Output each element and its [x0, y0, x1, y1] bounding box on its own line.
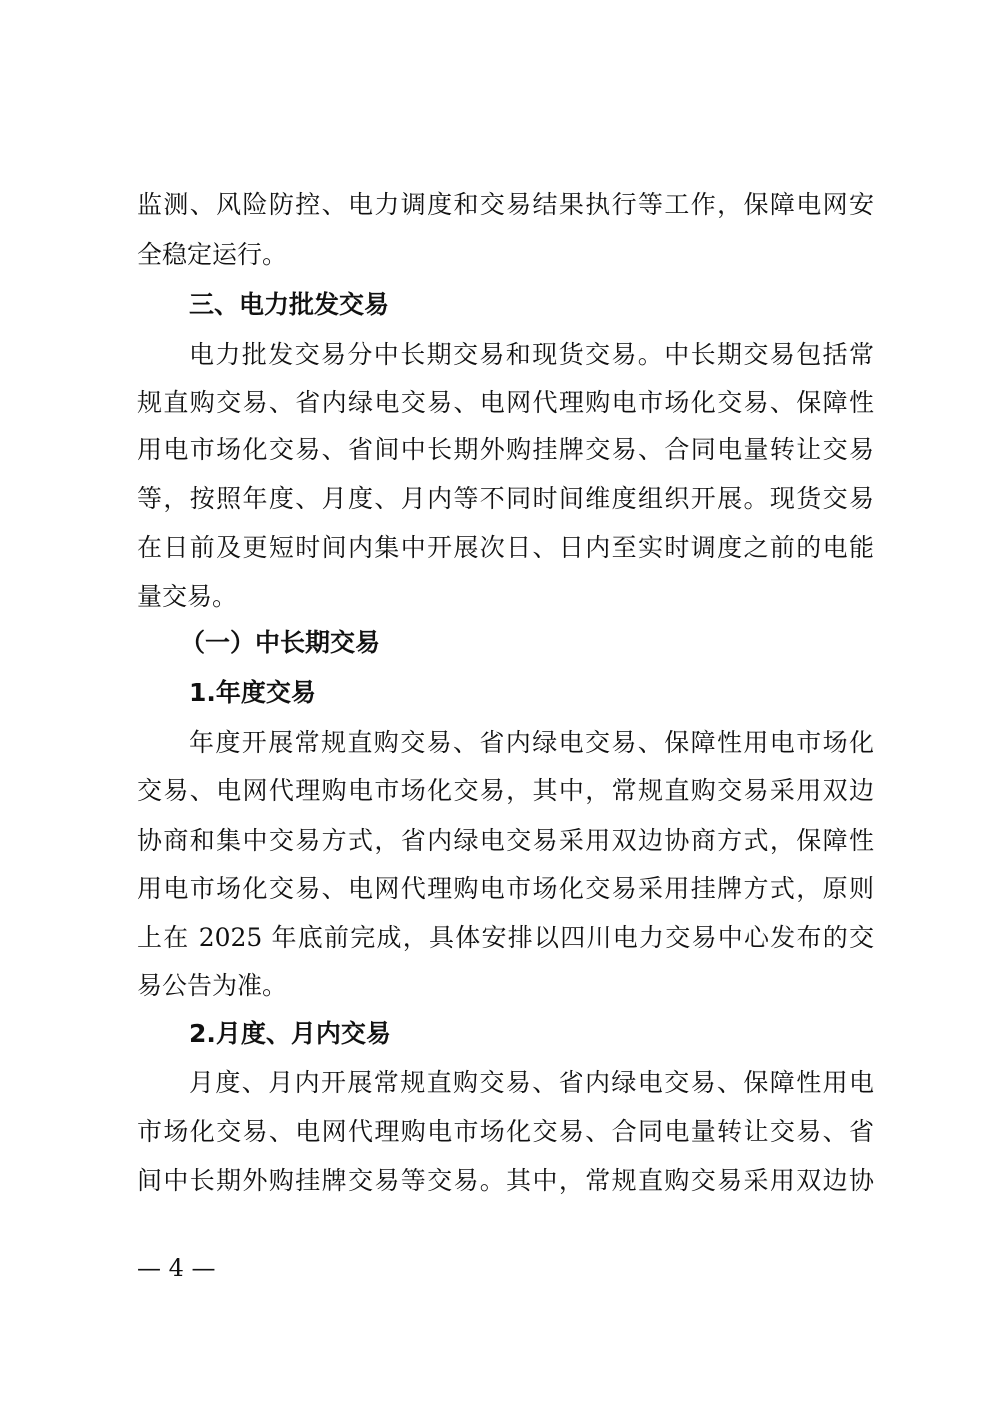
- body-text-line: 规直购交易、省内绿电交易、电网代理购电市场化交易、保障性: [137, 388, 874, 417]
- subsection-heading: 2.月度、月内交易: [189, 1019, 391, 1048]
- body-text-line: 量交易。: [137, 582, 238, 611]
- body-text-line: 在日前及更短时间内集中开展次日、日内至实时调度之前的电能: [137, 533, 874, 562]
- page-number: — 4 —: [137, 1254, 216, 1282]
- body-text-line: 年度开展常规直购交易、省内绿电交易、保障性用电市场化: [189, 728, 874, 757]
- body-text-line: 用电市场化交易、省间中长期外购挂牌交易、合同电量转让交易: [137, 435, 874, 464]
- body-text-line: 市场化交易、电网代理购电市场化交易、合同电量转让交易、省: [137, 1117, 874, 1146]
- body-text-line: 用电市场化交易、电网代理购电市场化交易采用挂牌方式，原则: [137, 874, 874, 903]
- body-text-line: 电力批发交易分中长期交易和现货交易。中长期交易包括常: [189, 340, 874, 369]
- body-text-line: 间中长期外购挂牌交易等交易。其中，常规直购交易采用双边协: [137, 1166, 874, 1195]
- body-text-line: 全稳定运行。: [137, 240, 288, 269]
- section-heading: 三、电力批发交易: [189, 290, 390, 319]
- body-text-line: 月度、月内开展常规直购交易、省内绿电交易、保障性用电: [189, 1068, 874, 1097]
- subsection-heading: （一）中长期交易: [180, 628, 381, 657]
- body-text-line: 等，按照年度、月度、月内等不同时间维度组织开展。现货交易: [137, 484, 874, 513]
- subsection-heading: 1.年度交易: [189, 678, 316, 707]
- body-text-line: 易公告为准。: [137, 971, 288, 1000]
- body-text-line: 协商和集中交易方式，省内绿电交易采用双边协商方式，保障性: [137, 826, 874, 855]
- body-text-line: 上在 2025 年底前完成，具体安排以四川电力交易中心发布的交: [137, 923, 874, 952]
- body-text-line: 监测、风险防控、电力调度和交易结果执行等工作，保障电网安: [137, 190, 874, 219]
- body-text-line: 交易、电网代理购电市场化交易，其中，常规直购交易采用双边: [137, 776, 874, 805]
